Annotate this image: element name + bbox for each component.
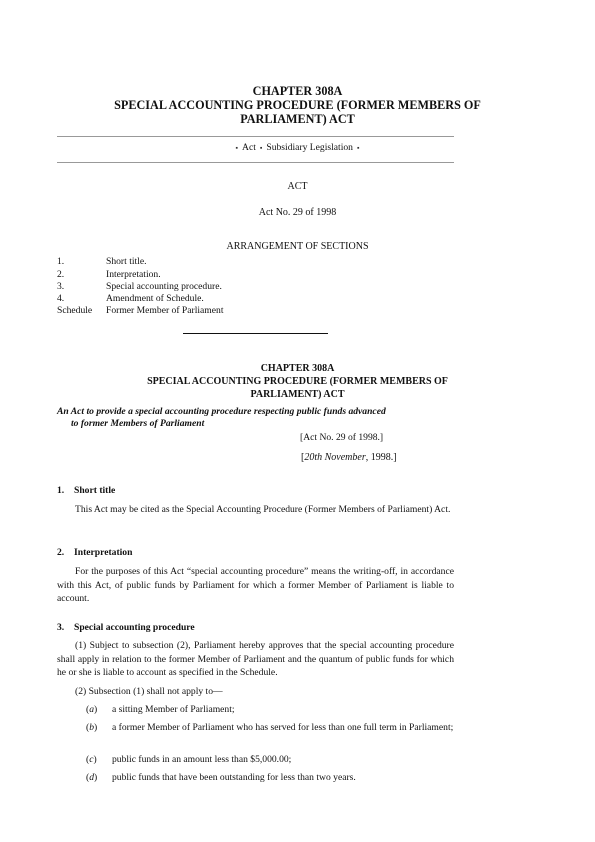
section-2-text: For the purposes of this Act “special accounting procedure” means the writing-off, in accordance with this Act, of public funds by Parliament for which a former Member of Parliament is liable to account. bbox=[57, 566, 454, 605]
bullet-separator-icon: ▪ bbox=[259, 143, 263, 152]
long-title-line-2: to former Members of Parliament bbox=[71, 418, 205, 429]
section-heading-1: 1. Short title bbox=[57, 485, 116, 496]
section-3-subsection-2: (2) Subsection (1) shall not apply to— bbox=[75, 686, 223, 697]
nav-link-act[interactable]: Act bbox=[242, 142, 256, 153]
bullet-separator-icon: ▪ bbox=[356, 143, 360, 152]
bullet-separator-icon: ▪ bbox=[235, 143, 239, 152]
list-item: (b) a former Member of Parliament who has served for less than one full term in Parliament; bbox=[86, 722, 454, 733]
list-item: (d) public funds that have been outstanding for less than two years. bbox=[86, 772, 356, 783]
chapter-heading: CHAPTER 308A bbox=[252, 84, 343, 98]
list-item: (c) public funds in an amount less than $5,000.00; bbox=[86, 754, 292, 765]
list-item: (a) a sitting Member of Parliament; bbox=[86, 704, 235, 715]
section-1-text: This Act may be cited as the Special Accounting Procedure (Former Members of Parliament) Act. bbox=[75, 504, 451, 515]
act-title-line-2: PARLIAMENT) ACT bbox=[240, 112, 355, 126]
body-title-line-2: PARLIAMENT) ACT bbox=[250, 389, 345, 400]
toc-row[interactable]: 3. Special accounting procedure. bbox=[57, 281, 222, 292]
section-heading-3: 3. Special accounting procedure bbox=[57, 622, 195, 633]
section-3-subsection-1: (1) Subject to subsection (2), Parliament hereby approves that the special accounting procedure shall apply in relation to the former Member of Parliament and the quantum of public funds for which he or she is liable to account as specified in the Schedule. bbox=[57, 640, 454, 679]
act-heading: ACT bbox=[287, 181, 308, 192]
header-bottom-divider bbox=[57, 162, 454, 163]
toc-row[interactable]: Schedule Former Member of Parliament bbox=[57, 305, 224, 316]
toc-row[interactable]: 1. Short title. bbox=[57, 256, 147, 267]
long-title-line-1: An Act to provide a special accounting procedure respecting public funds advanced bbox=[57, 406, 386, 417]
body-title-line-1: SPECIAL ACCOUNTING PROCEDURE (FORMER MEMBERS OF bbox=[147, 376, 448, 387]
act-number: Act No. 29 of 1998 bbox=[258, 207, 337, 218]
act-reference: [Act No. 29 of 1998.] bbox=[300, 432, 384, 443]
nav-link-subsidiary-legislation[interactable]: Subsidiary Legislation bbox=[266, 142, 353, 153]
toc-row[interactable]: 2. Interpretation. bbox=[57, 269, 161, 280]
body-chapter-heading: CHAPTER 308A bbox=[260, 363, 335, 374]
toc-row[interactable]: 4. Amendment of Schedule. bbox=[57, 293, 204, 304]
commencement-date: [20th November, 1998.] bbox=[301, 452, 397, 463]
act-title-line-1: SPECIAL ACCOUNTING PROCEDURE (FORMER MEMBERS OF bbox=[114, 98, 481, 112]
nav-bar bbox=[0, 142, 595, 153]
arrangement-heading: ARRANGEMENT OF SECTIONS bbox=[226, 241, 369, 252]
header-top-divider bbox=[57, 136, 454, 137]
section-divider bbox=[183, 333, 328, 334]
section-heading-2: 2. Interpretation bbox=[57, 547, 133, 558]
